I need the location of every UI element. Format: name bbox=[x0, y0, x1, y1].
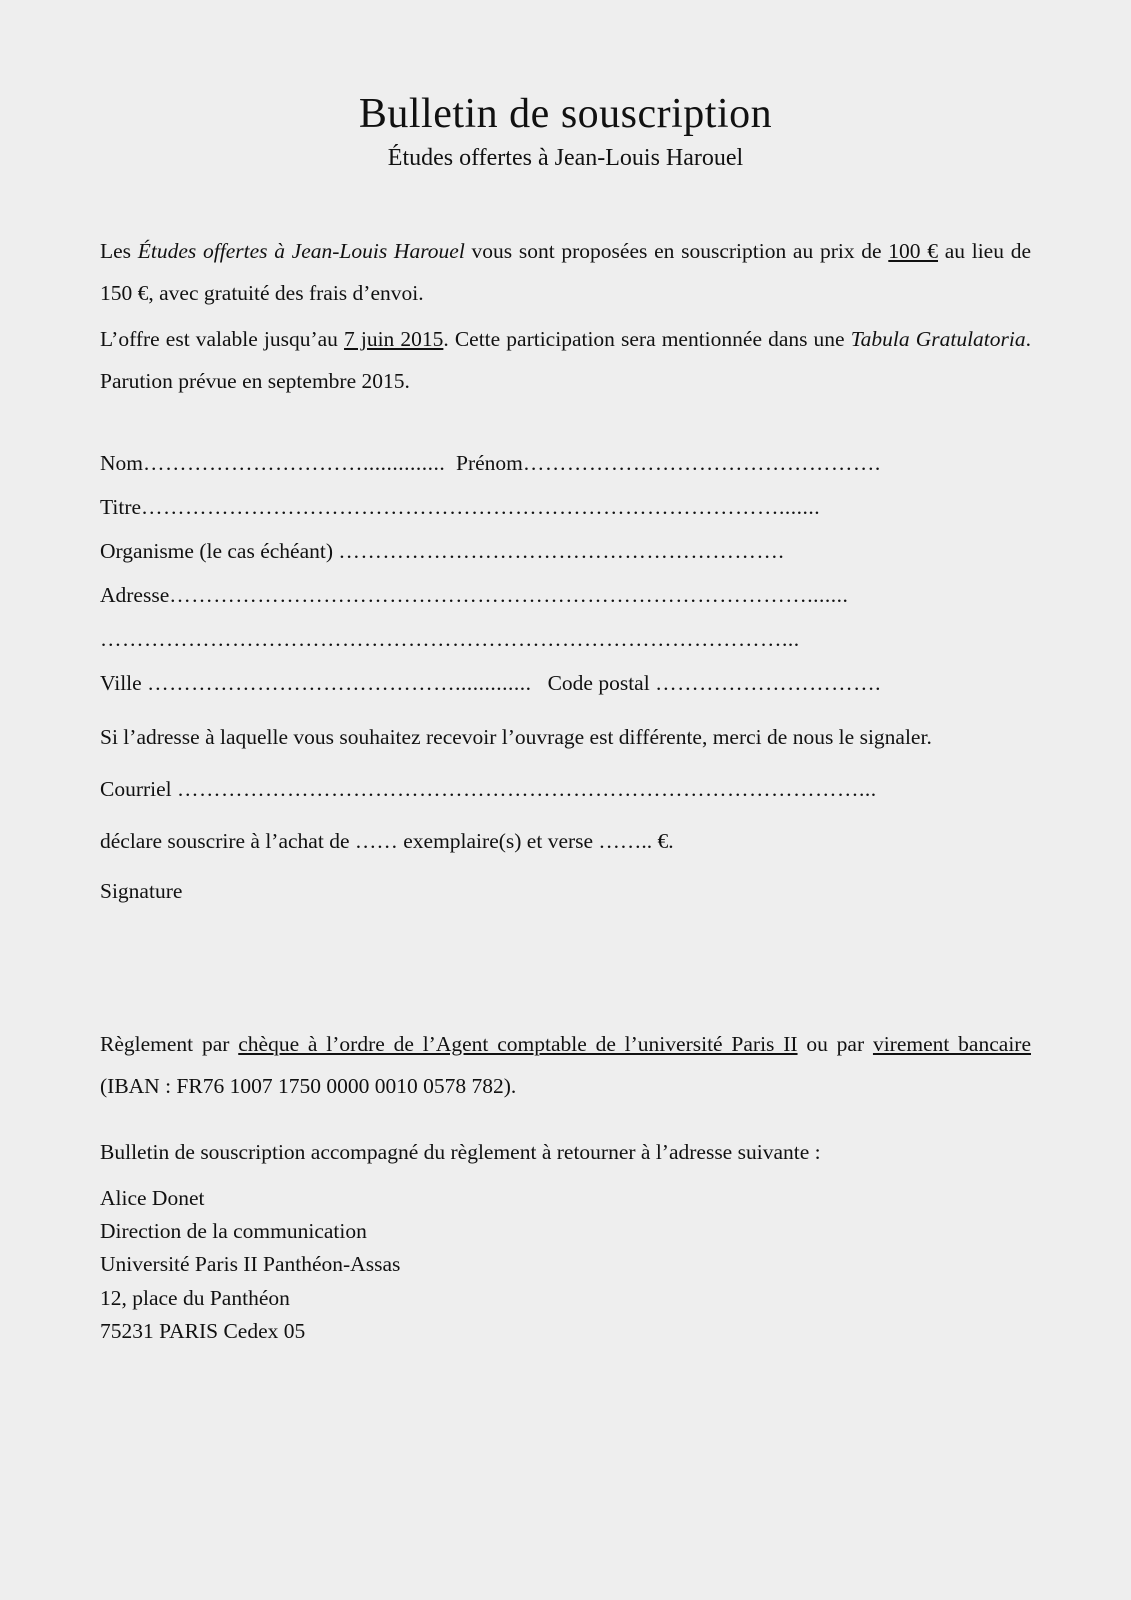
page-subtitle: Études offertes à Jean-Louis Harouel bbox=[387, 145, 744, 172]
address-line: Direction de la communication bbox=[100, 1219, 367, 1244]
nom-input[interactable]: ………………………….............. bbox=[143, 450, 446, 475]
prenom-input[interactable]: …………………………………………. bbox=[522, 450, 881, 475]
adresse-input-line2[interactable]: …………………………………………………………………………………... bbox=[100, 627, 800, 652]
prenom-label: Prénom bbox=[456, 450, 523, 475]
field-adresse-line2 bbox=[100, 617, 1031, 661]
field-courriel bbox=[100, 767, 1031, 811]
spacer bbox=[100, 811, 1031, 819]
code-postal-label: Code postal bbox=[547, 671, 650, 696]
titre-input[interactable]: ……………………………………………………………………………....... bbox=[141, 494, 821, 519]
code-postal-input[interactable]: …………………………. bbox=[655, 671, 881, 696]
courriel-label: Courriel bbox=[100, 776, 172, 801]
return-instruction: Bulletin de souscription accompagné du règlement à retourner à l’adresse suivante : bbox=[100, 1139, 821, 1164]
courriel-input[interactable]: …………………………………………………………………………………... bbox=[177, 776, 877, 801]
adresse-label: Adresse bbox=[100, 582, 170, 607]
payment-pre: Règlement par bbox=[100, 1031, 239, 1056]
intro-line2-mid: . Cette participation sera mentionnée dans une bbox=[443, 326, 851, 351]
organisme-label: Organisme (le cas échéant) bbox=[100, 538, 334, 563]
address-note: Si l’adresse à laquelle vous souhaitez recevoir l’ouvrage est différente, merci de nous le signaler. bbox=[100, 725, 932, 750]
declaration-line[interactable]: déclare souscrire à l’achat de …… exemplaire(s) et verse …….. €. bbox=[100, 828, 674, 853]
intro-paragraph-1 bbox=[100, 231, 1031, 315]
address-line: Université Paris II Panthéon-Assas bbox=[100, 1252, 401, 1277]
spacer bbox=[100, 1174, 1031, 1182]
payment-cheque: chèque à l’ordre de l’Agent comptable de l’université Paris II bbox=[238, 1031, 798, 1056]
ville-input[interactable]: ……………………………………............. bbox=[147, 671, 532, 696]
signature-label: Signature bbox=[100, 878, 183, 903]
signature-area[interactable] bbox=[100, 904, 1031, 1024]
payment-iban: (IBAN : FR76 1007 1750 0000 0010 0578 782). bbox=[100, 1073, 517, 1098]
intro-line2-pre: L’offre est valable jusqu’au bbox=[100, 326, 345, 351]
field-separator bbox=[445, 451, 456, 475]
field-organisme bbox=[100, 529, 1031, 573]
offer-deadline: 7 juin 2015 bbox=[344, 326, 444, 351]
spacer bbox=[100, 407, 1031, 441]
payment-mid: ou par bbox=[797, 1031, 873, 1056]
page-title: Bulletin de souscription bbox=[358, 91, 773, 137]
field-adresse bbox=[100, 573, 1031, 617]
titre-label: Titre bbox=[100, 494, 142, 519]
intro-line1-mid: vous sont proposées en souscription au prix de bbox=[464, 239, 889, 264]
payment-virement: virement bancaire bbox=[872, 1031, 1031, 1056]
tabula-gratulatoria: Tabula Gratulatoria bbox=[850, 326, 1026, 351]
payment-instructions bbox=[100, 1024, 1031, 1108]
organisme-input[interactable]: ……………………………………………………. bbox=[338, 538, 785, 563]
field-nom-prenom bbox=[100, 441, 1031, 485]
ville-label: Ville bbox=[100, 671, 142, 696]
intro-paragraph-2 bbox=[100, 319, 1031, 403]
adresse-input[interactable]: ……………………………………………………………………………....... bbox=[169, 582, 849, 607]
subscription-price: 100 € bbox=[888, 239, 939, 264]
field-titre bbox=[100, 485, 1031, 529]
field-ville-code-postal bbox=[100, 661, 1031, 705]
spacer bbox=[100, 1108, 1031, 1130]
intro-line1-post: au lieu de 150 €, avec gratuité des frais d’envoi. bbox=[100, 239, 1031, 306]
intro-line1-italic: Études offertes à Jean-Louis Harouel bbox=[137, 239, 465, 264]
field-separator bbox=[531, 671, 547, 695]
nom-label: Nom bbox=[100, 450, 143, 475]
address-line: 12, place du Panthéon bbox=[100, 1285, 290, 1310]
address-line: Alice Donet bbox=[100, 1185, 205, 1210]
address-line: 75231 PARIS Cedex 05 bbox=[100, 1319, 306, 1344]
intro-line2-post: . Parution prévue en septembre 2015. bbox=[100, 326, 1032, 393]
intro-line1-pre: Les bbox=[100, 239, 138, 264]
